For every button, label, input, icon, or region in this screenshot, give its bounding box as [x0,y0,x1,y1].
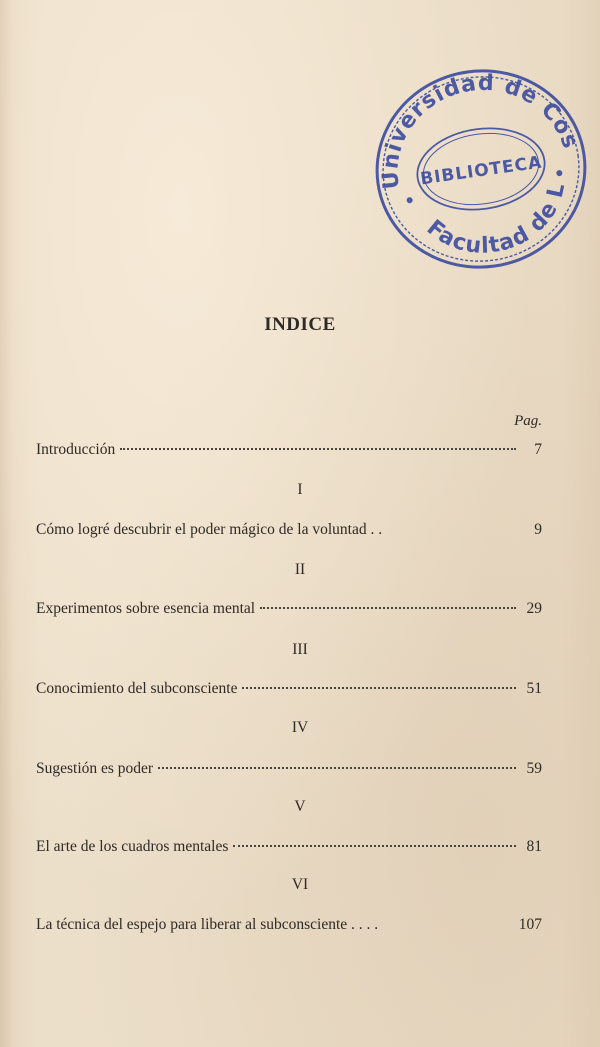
toc-entry-label: Conocimiento del subconsciente [36,680,238,697]
toc-entry-page: 29 [526,600,542,617]
index-title: INDICE [264,314,336,335]
toc-entry-chapter-4 [36,760,542,782]
toc-entry-label: Sugestión es poder [36,760,154,777]
toc-entry-label: Experimentos sobre esencia mental [36,600,256,617]
page-column-header: Pag. [514,413,542,429]
toc-entry-label: El arte de los cuadros mentales [36,838,229,855]
toc-entry-page: 9 [534,521,542,538]
chapter-numeral: VI [291,876,309,893]
toc-entry-chapter-2 [36,600,542,622]
toc-entry-chapter-3 [36,680,542,702]
stamp-ring-bottom-text: Facultad de Letras [421,180,571,259]
dot-leader [242,687,516,689]
toc-entry-chapter-1 [36,521,542,543]
toc-entry-label: Cómo logré descubrir el poder mágico de la voluntad . . [36,521,383,538]
chapter-numeral: IV [291,719,309,736]
chapter-numeral: I [297,481,303,498]
toc-entry-page: 81 [526,838,542,855]
chapter-numeral: V [294,798,306,815]
toc-entry-label: Introducción [36,441,116,458]
toc-entry-chapter-5 [36,838,542,860]
stamp-ring-top-text: Universidad de Costa [378,70,583,191]
toc-entry-page: 107 [518,916,542,933]
chapter-numeral: III [292,641,308,658]
dot-leader [120,448,516,450]
stamp-center-text: BIBLIOTECA [419,152,544,190]
toc-entry-page: 7 [534,441,542,458]
dot-leader [158,767,516,769]
dot-leader [233,845,516,847]
toc-entry-intro [36,441,542,463]
toc-entry-chapter-6 [36,916,542,938]
dot-leader [260,607,516,609]
toc-entry-label: La técnica del espejo para liberar al subconsciente . . . . [36,916,379,933]
toc-entry-page: 51 [526,680,542,697]
chapter-numeral: II [294,561,306,578]
library-stamp [370,64,592,274]
toc-entry-page: 59 [526,760,542,777]
